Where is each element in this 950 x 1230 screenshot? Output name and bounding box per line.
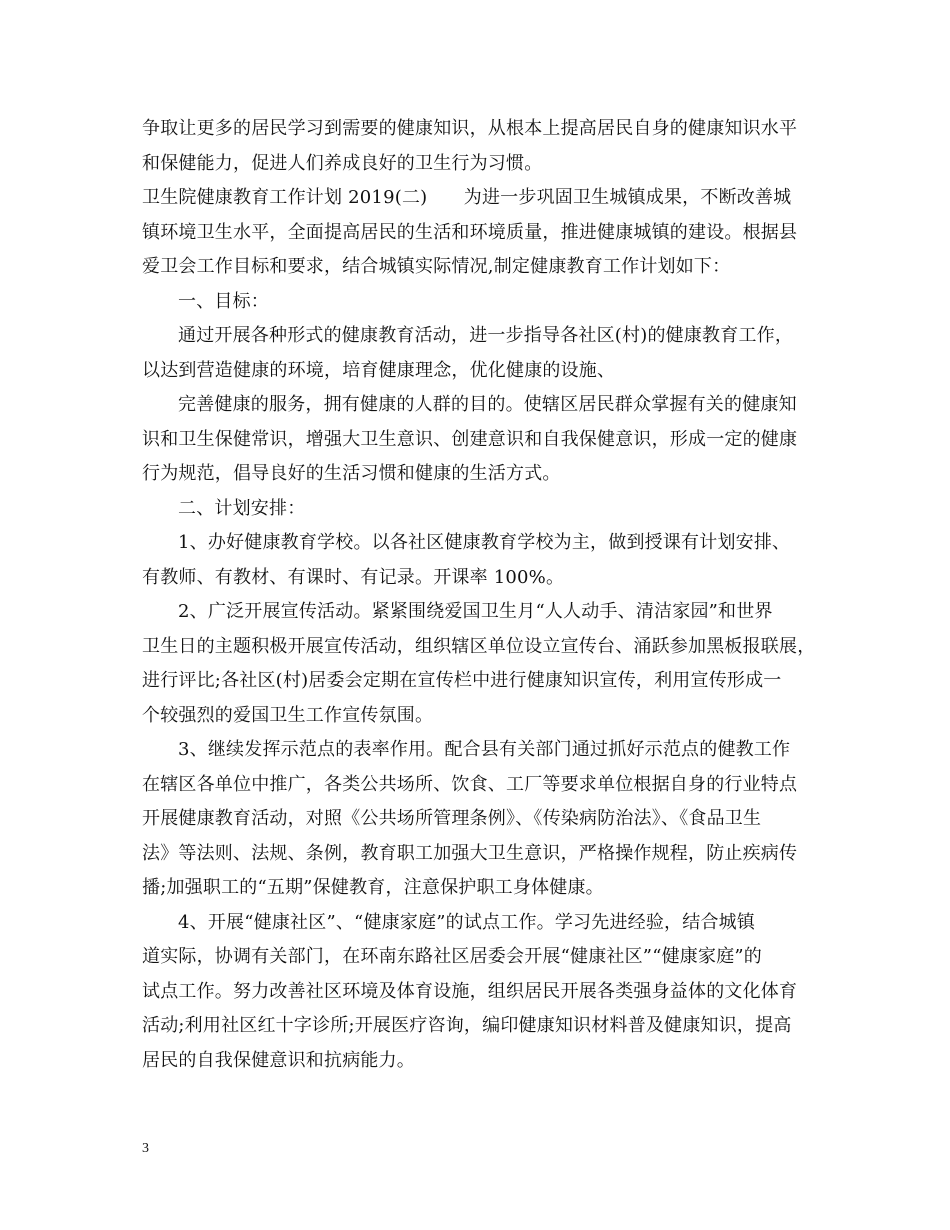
text-line: 识和卫生保健常识，增强大卫生意识、创建意识和自我保健意识，形成一定的健康 [142,428,798,450]
text-line: 以达到营造健康的环境，培育健康理念，优化健康的设施、 [142,359,616,381]
section-heading: 二、计划安排： [178,497,306,519]
text-line: 播;加强职工的“五期”保健教育，注意保护职工身体健康。 [142,877,604,898]
text-line: 活动;利用社区红十字诊所;开展医疗咨询，编印健康知识材料普及健康知识，提高 [142,1015,792,1036]
text-line: 争取让更多的居民学习到需要的健康知识，从根本上提高居民自身的健康知识水平 [142,118,798,139]
text-line: 个较强烈的爱国卫生工作宣传氛围。 [142,704,434,726]
section-heading: 一、目标： [178,290,269,312]
text-line: 爱卫会工作目标和要求，结合城镇实际情况,制定健康教育工作计划如下： [142,256,731,277]
text-line: 有教师、有教材、有课时、有记录。开课率 100%。 [142,566,565,588]
text-line: 通过开展各种形式的健康教育活动，进一步指导各社区(村)的健康教育工作， [178,325,794,346]
text-line: 居民的自我保健意识和抗病能力。 [142,1049,415,1071]
text-line: 行为规范，倡导良好的生活习惯和健康的生活方式。 [142,463,561,484]
text-line: 镇环境卫生水平，全面提高居民的生活和环境质量，推进健康城镇的建设。根据县 [142,221,798,243]
document-body [142,112,814,1078]
text-line: 1、办好健康教育学校。以各社区健康教育学校为主，做到授课有计划安排、 [178,532,791,553]
text-line: 卫生日的主题积极开展宣传活动，组织辖区单位设立宣传台、涌跃参加黑板报联展， [142,635,816,657]
text-line: 法》等法则、法规、条例，教育职工加强大卫生意识，严格操作规程，防止疾病传 [142,842,798,864]
page-number: 3 [142,1141,149,1156]
text-line: 和保健能力，促进人们养成良好的卫生行为习惯。 [142,152,543,174]
text-line: 进行评比;各社区(村)居委会定期在宣传栏中进行健康知识宣传，利用宣传形成一 [142,670,782,691]
text-line: 3、继续发挥示范点的表率作用。配合县有关部门通过抓好示范点的健教工作 [178,739,791,760]
text-line: 道实际，协调有关部门，在环南东路社区居委会开展“健康社区”“健康家庭”的 [142,946,763,967]
text-line: 开展健康教育活动，对照《公共场所管理条例》、《传染病防治法》、《食品卫生 [142,808,762,829]
text-line: 在辖区各单位中推广，各类公共场所、饮食、工厂等要求单位根据自身的行业特点 [142,773,798,795]
text-line: 2、广泛开展宣传活动。紧紧围绕爱国卫生月“人人动手、清洁家园”和世界 [178,601,773,622]
text-line: 4、开展“健康社区”、“健康家庭”的试点工作。学习先进经验，结合城镇 [178,911,756,933]
text-line: 完善健康的服务，拥有健康的人群的目的。使辖区居民群众掌握有关的健康知 [178,394,797,415]
text-line: 卫生院健康教育工作计划 2019(二) 为进一步巩固卫生城镇成果，不断改善城 [142,187,792,208]
text-line: 试点工作。努力改善社区环境及体育设施，组织居民开展各类强身益体的文化体育 [142,980,798,1002]
